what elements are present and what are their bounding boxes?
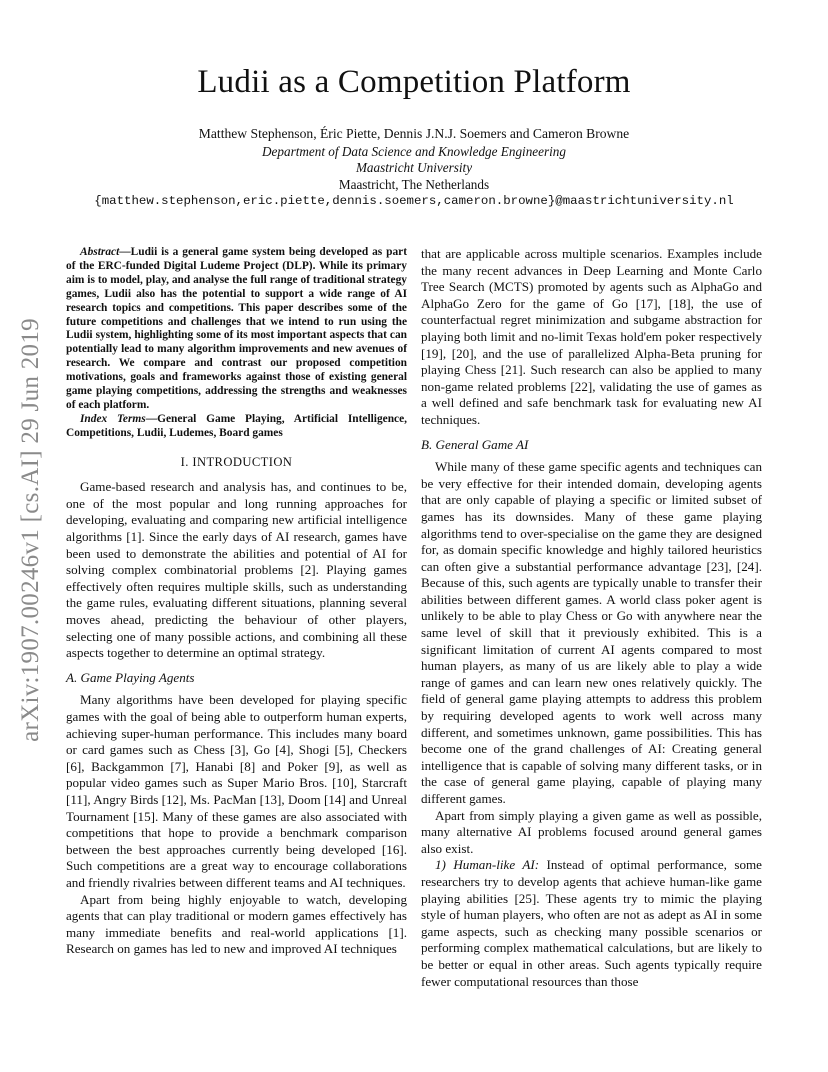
paragraph: that are applicable across multiple scenarios. Examples include the many recent advances in Deep Learning and Monte Carlo Tree Search (MCTS) promoted by agents such as AlphaGo and AlphaGo Zero for the game of Go [17], [18], the use of counterfactual regret minimization and subgame abstraction for playing both limit and no-limit Texas hold'em poker respectively [19], [20], and the use of parallelized Alpha-Beta pruning for playing Chess [21]. Such research can also be applied to many non-game related problems [22], validating the use of games as a well defined and safe benchmark task for evaluating new AI techniques.: [421, 246, 762, 427]
abstract: [66, 246, 407, 413]
paragraph: Apart from being highly enjoyable to watch, developing agents that can play traditional or modern games effectively has many immediate benefits and real-world applications [1]. Research on games has led to new and improved AI techniques: [66, 891, 407, 957]
university: Maastricht University: [355, 160, 473, 175]
location: Maastricht, The Netherlands: [338, 177, 490, 192]
paragraph-human-like-ai: [421, 857, 762, 990]
subsection-heading-game-playing-agents: A. Game Playing Agents: [66, 669, 195, 685]
department: Department of Data Science and Knowledge Engineering: [262, 144, 566, 159]
index-terms-label: Index Terms: [80, 412, 146, 425]
paper-title: Ludii as a Competition Platform: [197, 64, 631, 100]
section-heading-introduction: I. INTRODUCTION: [180, 454, 293, 469]
paragraph: Many algorithms have been developed for playing specific games with the goal of being able to outperform human experts, achieving super-human performance. This includes many board or card games such as Chess [3], Go [4], Shogi [5], Checkers [6], Backgammon [7], Hanabi [8] and Poker [9], as well as popular video games such as Super Mario Bros. [10], Starcraft [11], Angry Birds [12], Ms. PacMan [13], Doom [14] and Unreal Tournament [15]. Many of these games are also associated with competitions that hope to provide a benchmark comparison between the best approaches currently being developed [16]. Such competitions are a great way to encourage collaborations and friendly rivalries between different teams and AI techniques.: [66, 692, 407, 890]
arxiv-identifier: arXiv:1907.00246v1 [cs.AI] 29 Jun 2019: [17, 318, 44, 742]
index-terms-text: —General Game Playing, Artificial Intelligence, Competitions, Ludii, Ludemes, Board games: [66, 412, 407, 439]
author-list: Matthew Stephenson, Éric Piette, Dennis J.N.J. Soemers and Cameron Browne: [198, 126, 630, 141]
abstract-text: —Ludii is a general game system being developed as part of the ERC-funded Digital Ludeme Project (DLP). While its primary aim is to model, play, and analyse the full range of traditional strategy games, Ludii also has the potential to support a wide range of AI research topics and competitions. This paper describes some of the future competitions and challenges that we intend to run using the Ludii system, highlighting some of its most important aspects that can potentially lead to many algorithm improvements and new avenues of research. We compare and contrast our proposed competition motivations, goals and frameworks against those of existing general game playing competitions, addressing the strengths and weaknesses of each platform.: [66, 246, 407, 411]
paragraph: While many of these game specific agents and techniques can be very effective for their intended domain, developing agents that are only capable of playing a specific or limited subset of games has its downsides. Many of these game playing algorithms tend to over-specialise on the game they are designed for, as domain specific knowledge and highly tailored heuristics can often give a substantial performance advantage [23], [24]. Because of this, such agents are typically unable to transfer their abilities between different games. A world class poker agent is unlikely to be able to play Chess or Go with anywhere near the same level of skill that it previously exhibited. This is a significant limitation of current AI agents compared to most human players, as many of us are likely able to play a wide range of games and can learn new ones relatively quickly. The field of general game playing attempts to address this problem by requiring developed agents to work well across many different, and sometimes unknown, game possibilities. This has become one of the grand challenges of AI: Creating general intelligence that is capable of solving many different tasks, or in the case of general game playing, capable of playing many different games.: [421, 459, 762, 806]
right-column: [421, 246, 762, 990]
paragraph: Apart from simply playing a given game as well as possible, many alternative AI problems focused around general games also exist.: [421, 807, 762, 856]
subsection-heading-general-game-ai: B. General Game AI: [421, 436, 529, 452]
index-terms: [66, 413, 407, 441]
arxiv-sidebar: [8, 300, 54, 760]
left-column: [66, 246, 407, 958]
author-emails: {matthew.stephenson,eric.piette,dennis.soemers,cameron.browne}@maastrichtuniversity.nl: [94, 194, 734, 208]
abstract-label: Abstract: [80, 246, 120, 258]
paragraph: Game-based research and analysis has, and continues to be, one of the most popular and long running approaches for developing, evaluating and comparing new artificial intelligence algorithms [1]. Since the early days of AI research, games have been used to demonstrate the abilities and potential of AI for solving complex combinatorial problems [2]. Playing games effectively often requires multiple skills, such as understanding the game rules, evaluating different situations, planning several moves ahead, predicting the behaviour of other players, selecting one of many possible actions, and combining all these aspects together to determine an optimal strategy.: [66, 479, 407, 661]
human-like-ai-label: 1) Human-like AI:: [435, 857, 540, 873]
human-like-ai-text: Instead of optimal performance, some researchers try to develop agents that achieve human-like game playing abilities [25]. These agents try to mimic the playing style of human players, who often are not as adept as AI in some game aspects, such as checking many possible scenarios or performing complex mathematical calculations, but are likely to be better or equal in other areas. Such agents typically require fewer computational resources than those: [421, 857, 762, 989]
